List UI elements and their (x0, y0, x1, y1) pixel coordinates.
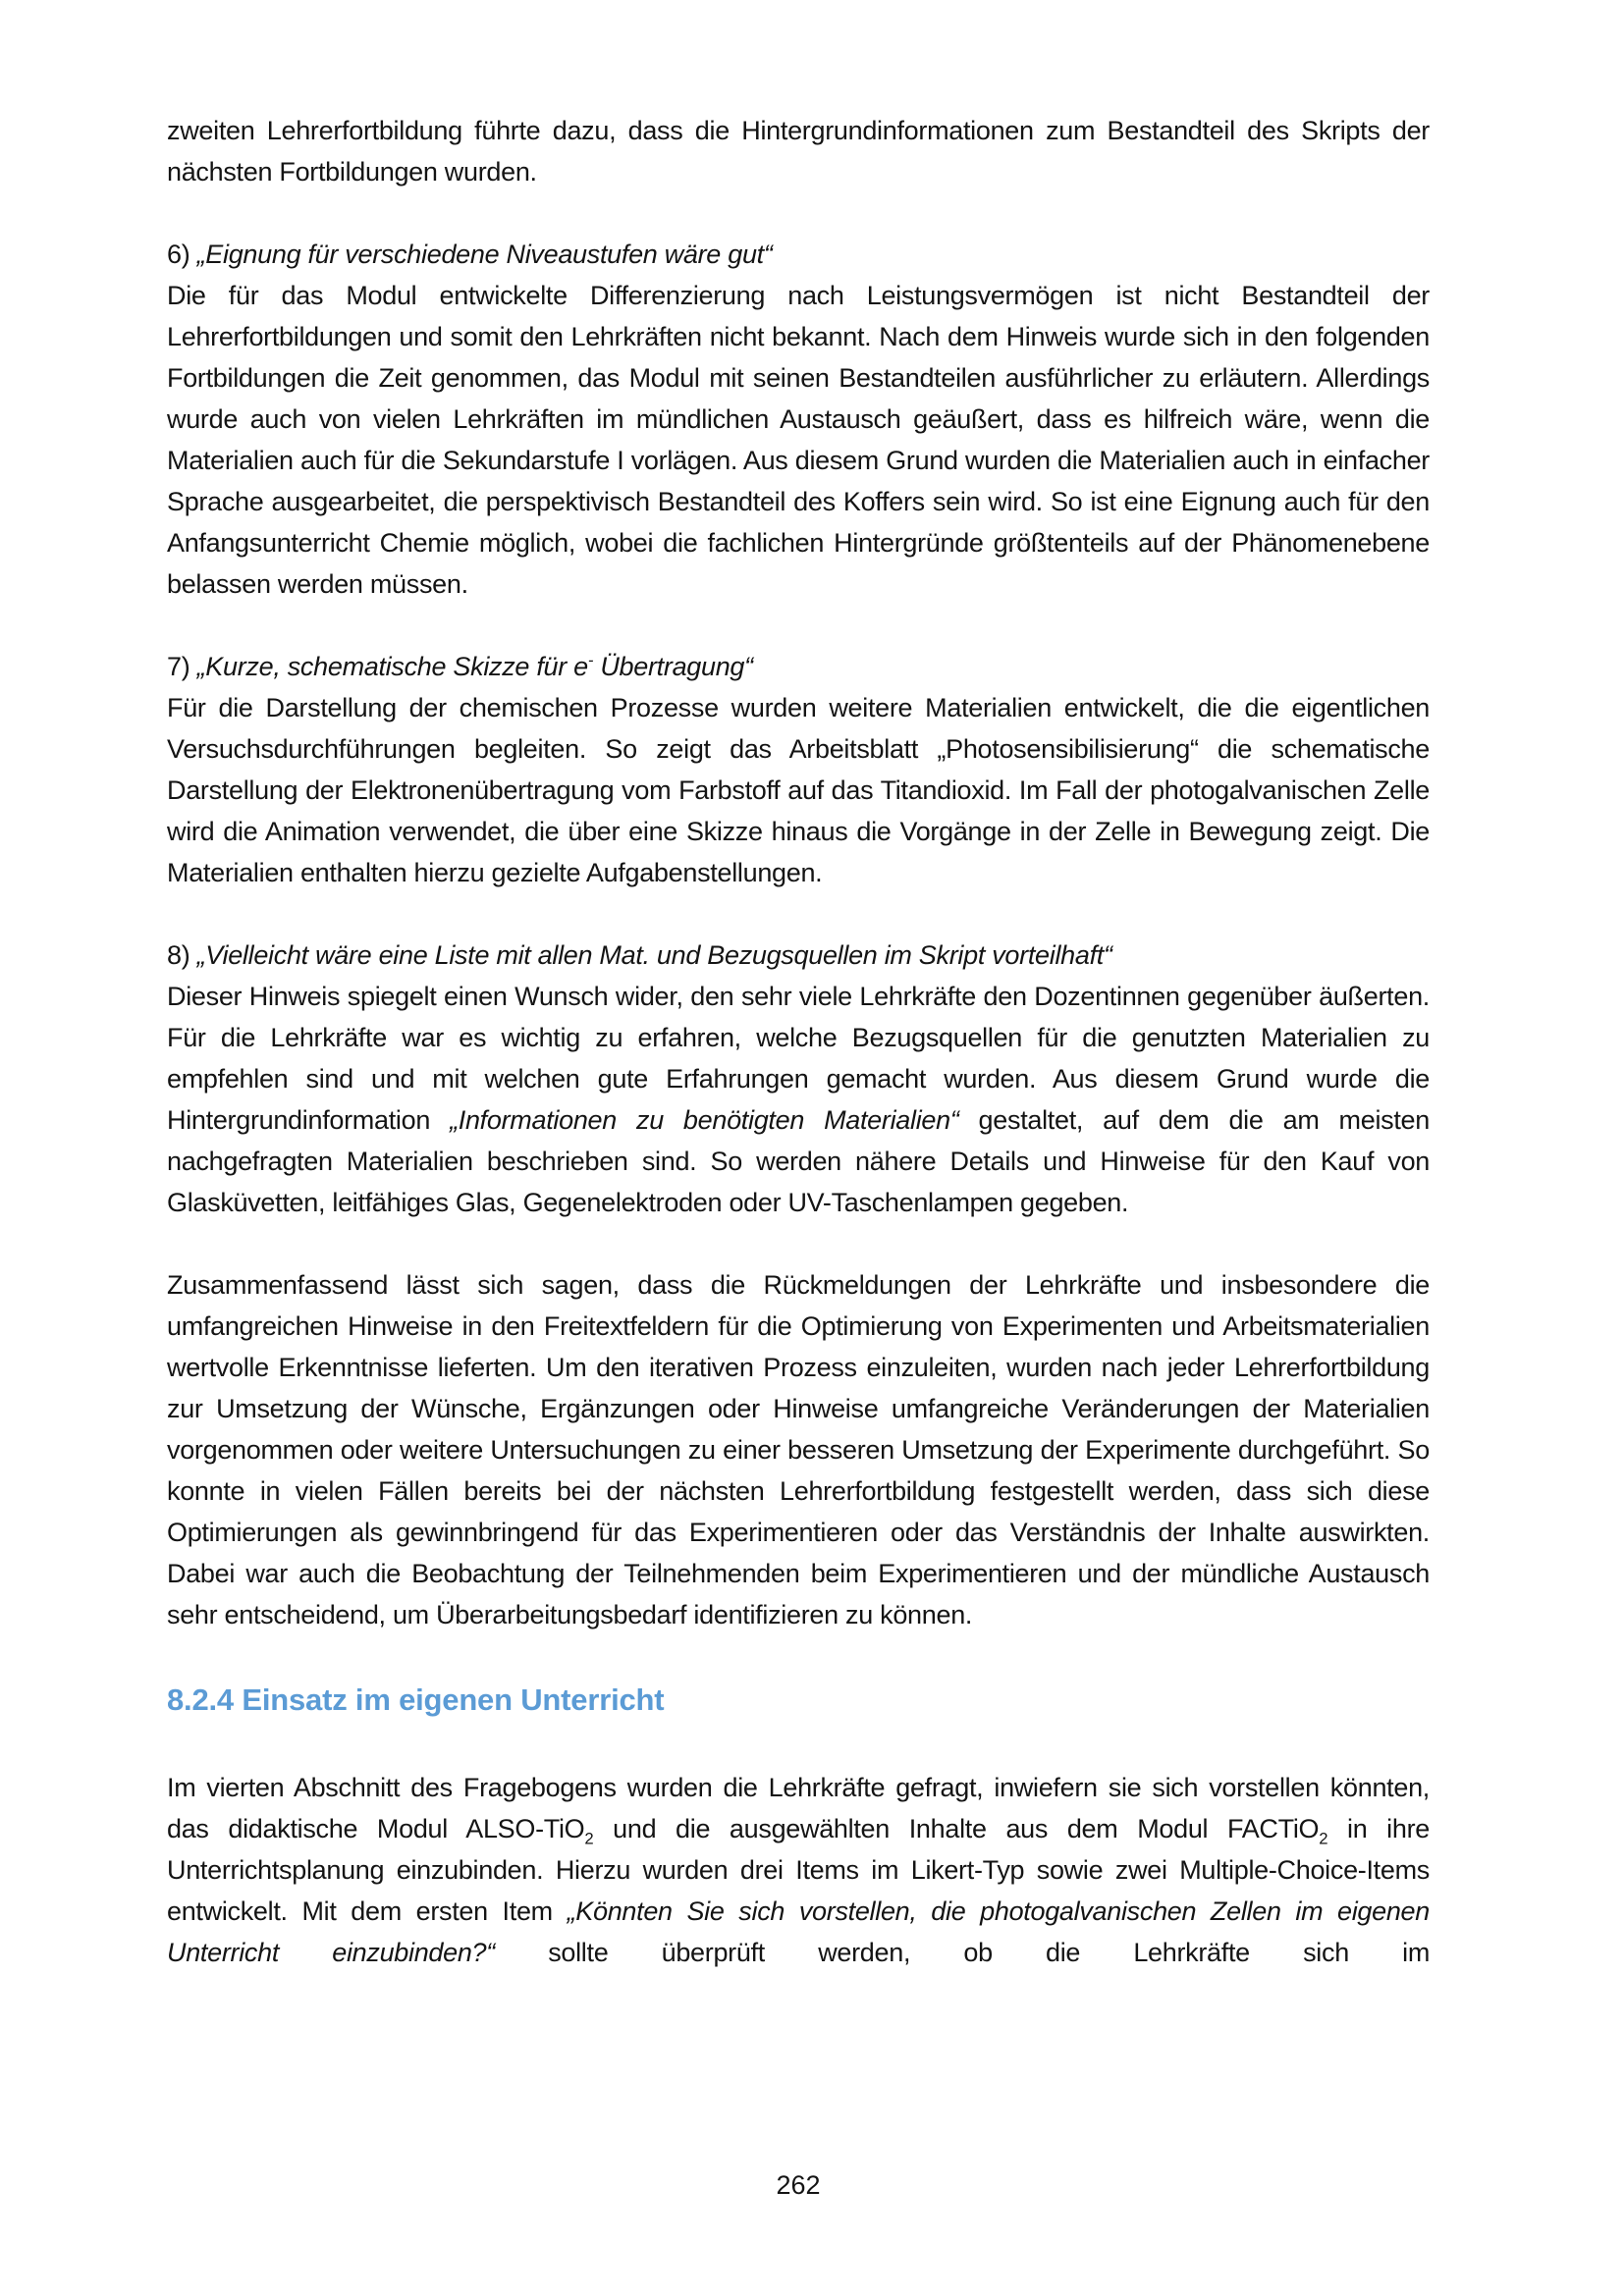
text-run: „Informationen zu benötigten Materialien“ (450, 1105, 959, 1135)
text-run: 2 (1319, 1829, 1328, 1848)
page-number: 262 (776, 2170, 821, 2200)
text-run: 6) (167, 240, 197, 269)
feedback-item-6-heading (167, 234, 1430, 275)
feedback-item-8-heading (167, 934, 1430, 976)
feedback-item-7-paragraph (167, 687, 1430, 893)
text-run: Im vierten Abschnitt des Fragebogens wurden die Lehrkräfte gefragt, inwiefern sie sich vorstellen könnten, das didaktische Modul ALSO-TiO (167, 1773, 1430, 1843)
summary-paragraph (167, 1264, 1430, 1635)
text-run: Übertragung“ (593, 652, 753, 681)
text-run: „Kurze, schematische Skizze für e (196, 652, 588, 681)
feedback-item-7-heading (167, 646, 1430, 687)
text-run: 8.2.4 Einsatz im eigenen Unterricht (167, 1682, 665, 1717)
text-run: Dieser Hinweis spiegelt einen Wunsch wider, den sehr viele Lehrkräfte den Dozentinnen gegenüber äußerten. Für die Lehrkräfte war es wichtig zu erfahren, welche Bezugsquellen für die genutzten Materialien zu empfehlen sind und mit welchen gute Erfahrungen gemacht wurden. Aus diesem Grund wurde die Hintergrundinformation (167, 982, 1430, 1135)
page-footer (167, 2168, 1430, 2202)
text-run: 2 (584, 1829, 594, 1848)
text-run: „Eignung für verschiedene Niveaustufen wäre gut“ (196, 240, 773, 269)
page-content (167, 110, 1430, 2014)
text-run: 8) (167, 940, 197, 970)
text-run: Die für das Modul entwickelte Differenzierung nach Leistungsvermögen ist nicht Bestandteil der Lehrerfortbildungen und somit den Lehrkräften nicht bekannt. Nach dem Hinweis wurde sich in den folgenden Fortbildungen die Zeit genommen, das Modul mit seinen Bestandteilen ausführlicher zu erläutern. Allerdings wurde auch von vielen Lehrkräften im mündlichen Austausch geäußert, dass es hilfreich wäre, wenn die Materialien auch für die Sekundarstufe I vorlägen. Aus diesem Grund wurden die Materialien auch in einfacher Sprache ausgearbeitet, die perspektivisch Bestandteil des Koffers sein wird. So ist eine Eignung auch für den Anfangsunterricht Chemie möglich, wobei die fachlichen Hintergründe größtenteils auf der Phänomenebene belassen werden müssen. (167, 281, 1430, 599)
feedback-item-6-paragraph (167, 275, 1430, 605)
section-heading-8-2-4 (167, 1677, 1430, 1724)
text-run: „Vielleicht wäre eine Liste mit allen Mat. und Bezugsquellen im Skript vorteilhaft“ (196, 940, 1112, 970)
text-run: „Könnten Sie sich vorstellen, die photogalvanischen Zellen im eigenen Unterricht einzubinden?“ (167, 1896, 1430, 1967)
text-run: Für die Darstellung der chemischen Prozesse wurden weitere Materialien entwickelt, die die eigentlichen Versuchsdurchführungen begleiten. So zeigt das Arbeitsblatt „Photosensibilisierung“ die schematische Darstellung der Elektronenübertragung vom Farbstoff auf das Titandioxid. Im Fall der photogalvanischen Zelle wird die Animation verwendet, die über eine Skizze hinaus die Vorgänge in der Zelle in Bewegung zeigt. Die Materialien enthalten hierzu gezielte Aufgabenstellungen. (167, 693, 1430, 887)
text-run: Zusammenfassend lässt sich sagen, dass die Rückmeldungen der Lehrkräfte und insbesondere die umfangreichen Hinweise in den Freitextfeldern für die Optimierung von Experimenten und Arbeitsmaterialien wertvolle Erkenntnisse lieferten. Um den iterativen Prozess einzuleiten, wurden nach jeder Lehrerfortbildung zur Umsetzung der Wünsche, Ergänzungen oder Hinweise umfangreiche Veränderungen der Materialien vorgenommen oder weitere Untersuchungen zu einer besseren Umsetzung der Experimente durchgeführt. So konnte in vielen Fällen bereits bei der nächsten Lehrerfortbildung festgestellt werden, dass sich diese Optimierungen als gewinnbringend für das Experimentieren oder das Verständnis der Inhalte auswirkten. Dabei war auch die Beobachtung der Teilnehmenden beim Experimentieren und der mündliche Austausch sehr entscheidend, um Überarbeitungsbedarf identifizieren zu können. (167, 1270, 1430, 1629)
text-run: in ihre Unterrichtsplanung einzubinden. Hierzu wurden drei Items im Likert-Typ sowie zwei Multiple-Choice-Items entwickelt. Mit dem ersten Item (167, 1814, 1430, 1926)
section-8-2-4-paragraph (167, 1767, 1430, 1973)
text-run: zweiten Lehrerfortbildung führte dazu, dass die Hintergrundinformationen zum Bestandteil des Skripts der nächsten Fortbildungen wurden. (167, 116, 1430, 187)
text-run: und die ausgewählten Inhalte aus dem Modul FACTiO (593, 1814, 1320, 1843)
text-run: sollte überprüft werden, ob die Lehrkräfte sich im (494, 1938, 1431, 1967)
paragraph-intro-continuation (167, 110, 1430, 192)
text-run: gestaltet, auf dem die am meisten nachgefragten Materialien beschrieben sind. So werden nähere Details und Hinweise für den Kauf von Glasküvetten, leitfähiges Glas, Gegenelektroden oder UV-Taschenlampen gegeben. (167, 1105, 1430, 1217)
text-run: 7) (167, 652, 197, 681)
feedback-item-8-paragraph (167, 976, 1430, 1223)
text-run: - (587, 651, 594, 669)
